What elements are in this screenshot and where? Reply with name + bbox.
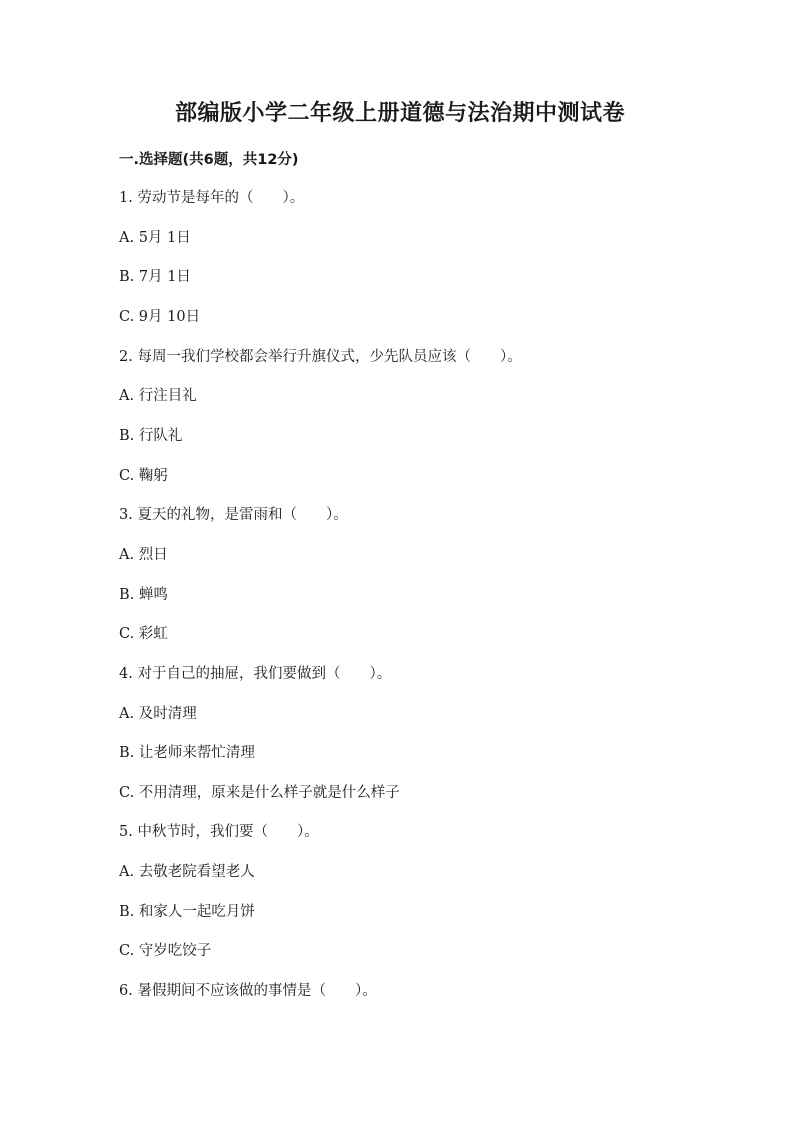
page-title: 部编版小学二年级上册道德与法治期中测试卷 bbox=[174, 101, 625, 126]
question-1-stem: 1. 劳动节是每年的（ ）。 bbox=[119, 190, 305, 206]
question-1-option-b: B. 7月 1日 bbox=[119, 269, 191, 285]
question-5-stem: 5. 中秋节时，我们要（ ）。 bbox=[119, 824, 319, 840]
question-2-stem: 2. 每周一我们学校都会举行升旗仪式，少先队员应该（ ）。 bbox=[119, 349, 522, 365]
question-6-stem: 6. 暑假期间不应该做的事情是（ ）。 bbox=[119, 983, 377, 999]
question-2-option-b: B. 行队礼 bbox=[119, 428, 183, 444]
question-4-option-b: B. 让老师来帮忙清理 bbox=[119, 745, 255, 761]
question-5-option-b: B. 和家人一起吃月饼 bbox=[119, 904, 255, 920]
question-3-option-a: A. 烈日 bbox=[119, 547, 168, 563]
question-1-option-a: A. 5月 1日 bbox=[119, 230, 191, 246]
question-4-stem: 4. 对于自己的抽屉，我们要做到（ ）。 bbox=[119, 666, 392, 682]
question-5-option-a: A. 去敬老院看望老人 bbox=[119, 864, 255, 880]
question-3-option-b: B. 蝉鸣 bbox=[119, 587, 168, 603]
question-2-option-a: A. 行注目礼 bbox=[119, 388, 197, 404]
question-5-option-c: C. 守岁吃饺子 bbox=[119, 943, 212, 959]
question-2-option-c: C. 鞠躬 bbox=[119, 468, 168, 484]
question-1-option-c: C. 9月 10日 bbox=[119, 309, 201, 325]
question-4-option-c: C. 不用清理，原来是什么样子就是什么样子 bbox=[119, 785, 400, 801]
question-3-stem: 3. 夏天的礼物，是雷雨和（ ）。 bbox=[119, 507, 348, 523]
section-heading: 一.选择题(共6题，共12分) bbox=[119, 152, 299, 168]
question-4-option-a: A. 及时清理 bbox=[119, 706, 197, 722]
question-3-option-c: C. 彩虹 bbox=[119, 626, 168, 642]
